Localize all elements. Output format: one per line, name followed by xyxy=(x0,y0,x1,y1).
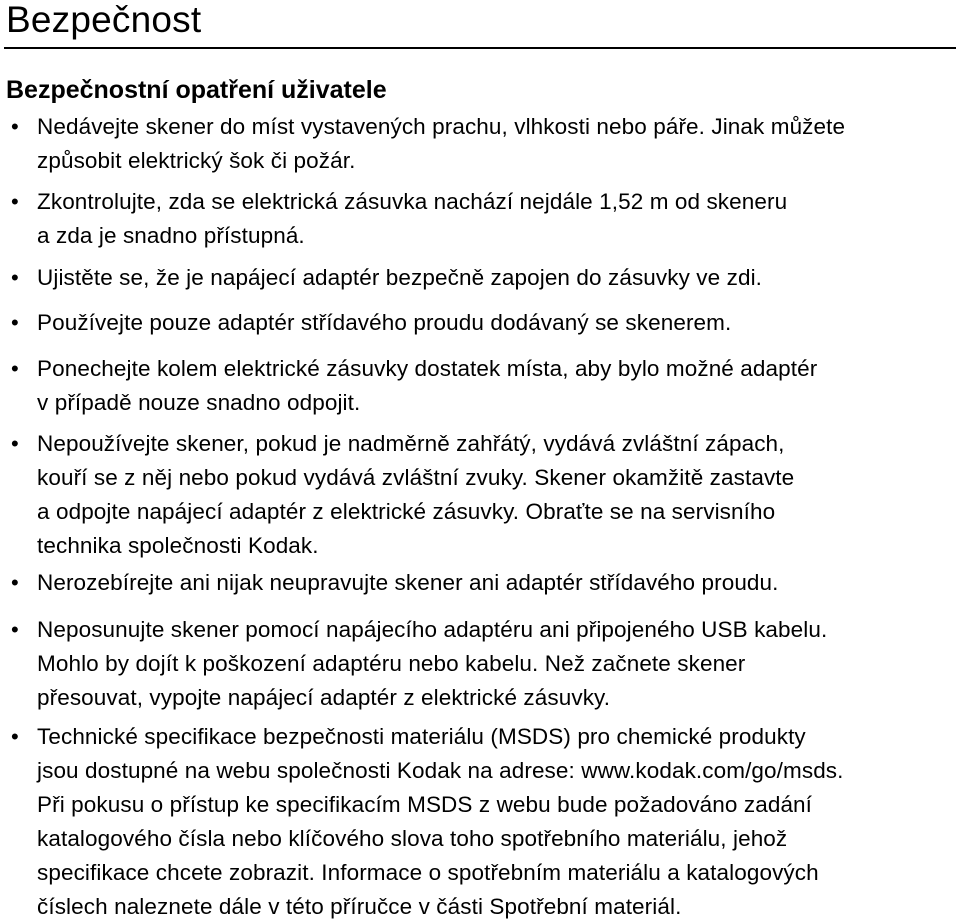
bullet-icon: • xyxy=(11,356,19,381)
bullet-icon: • xyxy=(11,265,19,290)
list-item-text: Nepoužívejte skener, pokud je nadměrně zahřátý, vydává zvláštní zápach, kouří se z něj nebo pokud vydává zvláštní zvuky. Skener okamžitě zastavte a odpojte napájecí adaptér z elektrické zásuvky. Obraťte se na servisního technika společnosti Kodak. xyxy=(37,431,795,558)
list-item-text: Ponechejte kolem elektrické zásuvky dostatek místa, aby bylo možné adaptér v případě nouze snadno odpojit. xyxy=(37,356,818,415)
section-heading: Bezpečnostní opatření uživatele xyxy=(6,76,387,104)
bullet-icon: • xyxy=(11,189,19,214)
bullet-icon: • xyxy=(11,114,19,139)
title-divider xyxy=(4,47,956,49)
page-title: Bezpečnost xyxy=(6,0,202,40)
bullet-icon: • xyxy=(11,617,19,642)
list-item-text: Neposunujte skener pomocí napájecího adaptéru ani připojeného USB kabelu. Mohlo by dojít k poškození adaptéru nebo kabelu. Než začnete skener přesouvat, vypojte napájecí adaptér z elektrické zásuvky. xyxy=(37,617,828,710)
list-item-text: Nerozebírejte ani nijak neupravujte skener ani adaptér střídavého proudu. xyxy=(37,570,779,595)
list-item-text: Technické specifikace bezpečnosti materiálu (MSDS) pro chemické produkty jsou dostupné na webu společnosti Kodak na adrese: www.kodak.com/go/msds. Při pokusu o přístup ke specifikacím MSDS z webu bude požadováno zadání katalogového čísla nebo klíčového slova toho spotřebního materiálu, jehož specifikace chcete zobrazit. Informace o spotřebním materiálu a katalogových číslech naleznete dále v této příručce v části Spotřební materiál. xyxy=(37,724,844,919)
bullet-icon: • xyxy=(11,310,19,335)
list-item-text: Zkontrolujte, zda se elektrická zásuvka nachází nejdále 1,52 m od skeneru a zda je snadno přístupná. xyxy=(37,189,788,248)
list-item-text: Nedávejte skener do míst vystavených prachu, vlhkosti nebo páře. Jinak můžete způsobit elektrický šok či požár. xyxy=(37,114,846,173)
bullet-icon: • xyxy=(11,570,19,595)
list-item-text: Ujistěte se, že je napájecí adaptér bezpečně zapojen do zásuvky ve zdi. xyxy=(37,265,763,290)
bullet-icon: • xyxy=(11,724,19,749)
list-item-text: Používejte pouze adaptér střídavého proudu dodávaný se skenerem. xyxy=(37,310,732,335)
bullet-icon: • xyxy=(11,431,19,456)
